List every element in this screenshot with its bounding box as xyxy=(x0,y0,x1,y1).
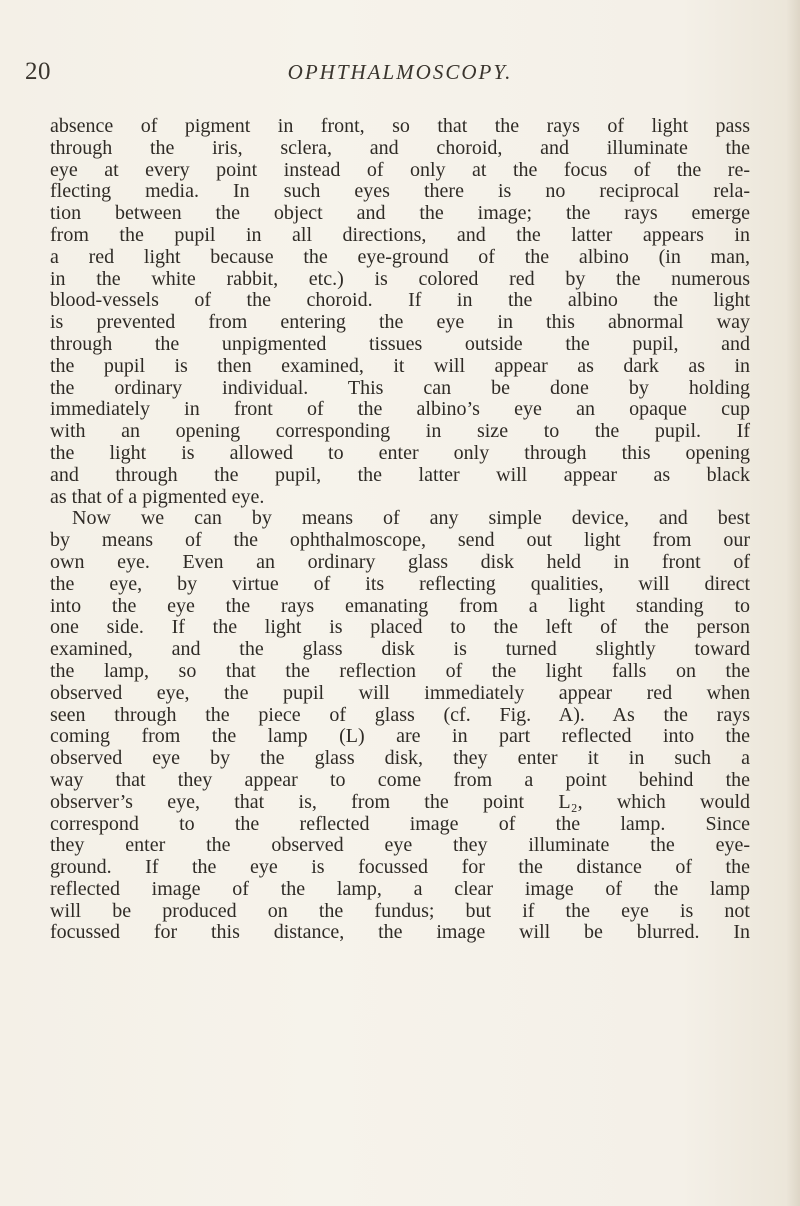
text-line: the eye, by virtue of its reflecting qualities, will direct xyxy=(50,572,750,595)
text-line: the lamp, so that the reflection of the light falls on the xyxy=(50,659,750,682)
text-line: observer’s eye, that is, from the point L₂, which would xyxy=(50,790,750,813)
text-line: reflected image of the lamp, a clear image of the lamp xyxy=(50,877,750,900)
text-line: ground. If the eye is focussed for the distance of the xyxy=(50,856,750,879)
text-line: eye at every point instead of only at the focus of the re- xyxy=(50,158,750,181)
text-line: examined, and the glass disk is turned slightly toward xyxy=(50,638,750,661)
text-line: by means of the ophthalmoscope, send out light from our xyxy=(50,529,750,552)
text-line: they enter the observed eye they illuminate the eye- xyxy=(50,834,750,857)
text-line: observed eye, the pupil will immediately appear red when xyxy=(50,681,750,704)
text-line: observed eye by the glass disk, they enter it in such a xyxy=(50,747,750,770)
text-line: tion between the object and the image; the rays emerge xyxy=(50,202,750,225)
text-line: through the unpigmented tissues outside the pupil, and xyxy=(50,332,750,355)
text-line: from the pupil in all directions, and the latter appears in xyxy=(50,223,750,246)
text-line: will be produced on the fundus; but if the eye is not xyxy=(50,899,750,922)
text-line: in the white rabbit, etc.) is colored red by the numerous xyxy=(50,267,750,290)
text-line: into the eye the rays emanating from a light standing to xyxy=(50,594,750,617)
text-line: with an opening corresponding in size to the pupil. If xyxy=(50,420,750,443)
text-line: immediately in front of the albino’s eye an opaque cup xyxy=(50,398,750,421)
text-line: coming from the lamp (L) are in part reflected into the xyxy=(50,725,750,748)
text-line: and through the pupil, the latter will appear as black xyxy=(50,463,750,486)
text-line: the ordinary individual. This can be done by holding xyxy=(50,376,750,399)
page-header xyxy=(0,52,800,92)
text-line: a red light because the eye-ground of the albino (in man, xyxy=(50,245,750,268)
page-number: 20 xyxy=(25,58,51,85)
body-text xyxy=(50,116,750,944)
paragraph-end-line: as that of a pigmented eye. xyxy=(50,485,265,508)
text-line: is prevented from entering the eye in this abnormal way xyxy=(50,311,750,334)
text-line: own eye. Even an ordinary glass disk held in front of xyxy=(50,550,750,573)
text-line: blood-vessels of the choroid. If in the albino the light xyxy=(50,289,750,312)
text-line: the pupil is then examined, it will appear as dark as in xyxy=(50,354,750,377)
text-line: flecting media. In such eyes there is no reciprocal rela- xyxy=(50,180,750,203)
text-line: through the iris, sclera, and choroid, and illuminate the xyxy=(50,136,750,159)
text-line: one side. If the light is placed to the left of the person xyxy=(50,616,750,639)
text-line: focussed for this distance, the image will be blurred. In xyxy=(50,921,750,944)
running-head: OPHTHALMOSCOPY. xyxy=(287,60,513,84)
text-line: correspond to the reflected image of the lamp. Since xyxy=(50,812,750,835)
text-line: the light is allowed to enter only through this opening xyxy=(50,441,750,464)
text-line: seen through the piece of glass (cf. Fig. A). As the rays xyxy=(50,703,750,726)
text-line: way that they appear to come from a point behind the xyxy=(50,768,750,791)
paragraph-start-line: Now we can by means of any simple device, and best xyxy=(72,507,750,530)
page-edge-shadow xyxy=(786,0,800,1206)
text-line: absence of pigment in front, so that the rays of light pass xyxy=(50,115,750,137)
